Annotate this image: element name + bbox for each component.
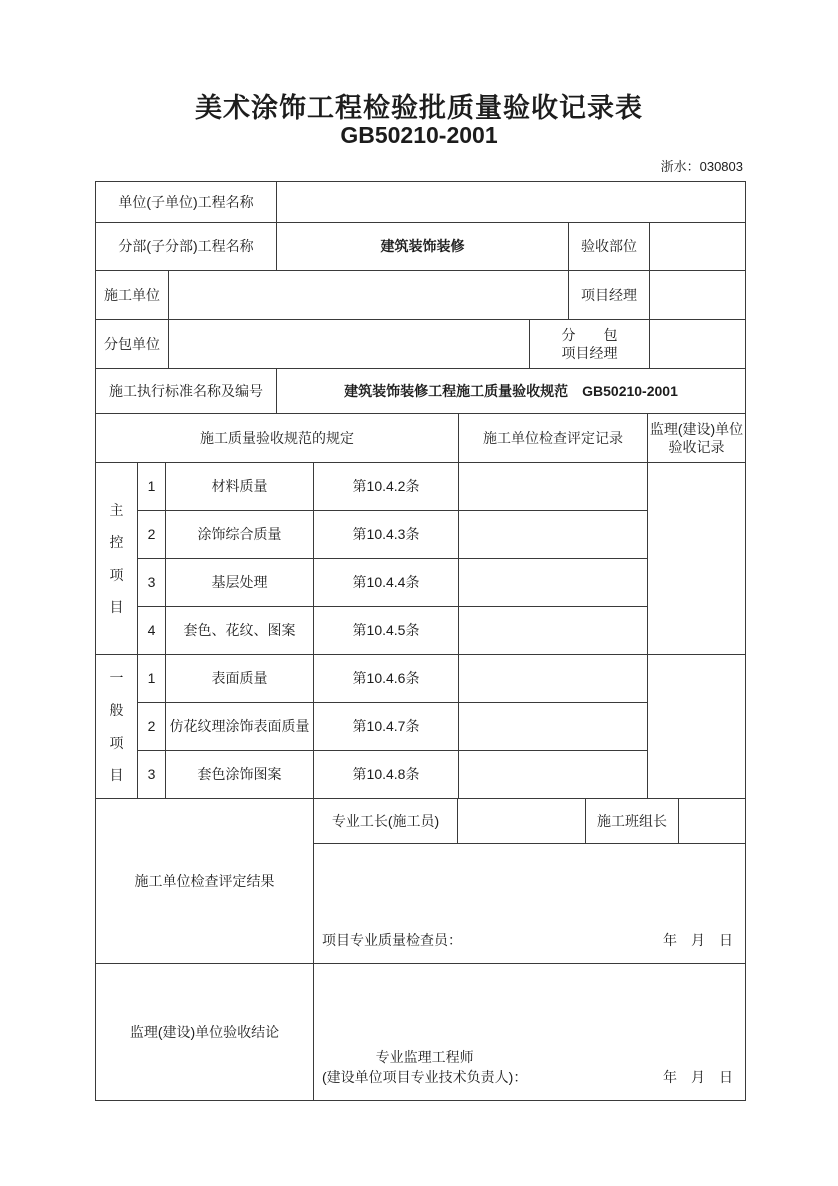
supervision-date: 年 月 日 (663, 1069, 733, 1085)
supervision-conclusion-section (96, 964, 746, 1101)
spec-column-header: 施工质量验收规范的规定 (96, 414, 459, 463)
sub-pm-label-line2: 项目经理 (561, 345, 618, 361)
construction-unit-label: 施工单位 (96, 271, 169, 320)
project-manager-label: 项目经理 (569, 271, 650, 320)
item-row (138, 559, 648, 607)
doc-code: 浙水：030803 (660, 159, 743, 174)
standard-label: 施工执行标准名称及编号 (96, 369, 277, 414)
item-clause: 第10.4.5条 (314, 607, 459, 655)
record-cell[interactable] (459, 463, 648, 511)
section-label-main-control (96, 463, 138, 655)
inspector-signature-area[interactable] (314, 844, 746, 964)
item-row (138, 655, 648, 703)
page-subtitle: GB50210-2001 (340, 122, 498, 148)
section-char: 控 (109, 534, 124, 551)
record-cell[interactable] (459, 751, 648, 799)
main-control-section (96, 463, 746, 655)
item-clause: 第10.4.2条 (314, 463, 459, 511)
columns-header-row (96, 414, 746, 463)
item-name: 仿花纹理涂饰表面质量 (166, 703, 314, 751)
subdivision-label: 分部(子分部)工程名称 (96, 223, 277, 271)
section-char: 项 (109, 566, 124, 583)
subcontractor-label: 分包单位 (96, 320, 169, 369)
check-date: 年 月 日 (663, 932, 733, 948)
subcontractor-value-cell[interactable] (169, 320, 530, 369)
unit-project-value-cell[interactable] (277, 182, 746, 223)
record-cell[interactable] (459, 655, 648, 703)
section-char: 般 (109, 702, 124, 719)
standard-value: 建筑装饰装修工程施工质量验收规范 GB50210-2001 (277, 369, 746, 414)
record-cell[interactable] (459, 511, 648, 559)
check-result-area (314, 799, 746, 964)
item-name: 表面质量 (166, 655, 314, 703)
record-column-header: 施工单位检查评定记录 (459, 414, 648, 463)
supervision-signature-area[interactable] (314, 964, 746, 1101)
item-clause: 第10.4.6条 (314, 655, 459, 703)
supervision-conclusion-label: 监理(建设)单位验收结论 (96, 964, 314, 1101)
sub-pm-value-cell[interactable] (650, 320, 746, 369)
item-name: 套色涂饰图案 (166, 751, 314, 799)
item-clause: 第10.4.3条 (314, 511, 459, 559)
supervision-header-line2: 验收记录 (668, 439, 725, 455)
engineer-title: 专业监理工程师 (375, 1049, 474, 1065)
unit-project-label: 单位(子单位)工程名称 (96, 182, 277, 223)
supervision-column-header (648, 414, 746, 463)
section-char: 项 (109, 734, 124, 751)
main-control-items (138, 463, 648, 655)
item-name: 基层处理 (166, 559, 314, 607)
item-no: 2 (138, 703, 166, 751)
foreman-value-cell[interactable] (458, 799, 586, 844)
record-cell[interactable] (459, 559, 648, 607)
item-clause: 第10.4.8条 (314, 751, 459, 799)
subdivision-value: 建筑装饰装修 (277, 223, 569, 271)
item-no: 3 (138, 559, 166, 607)
general-items (138, 655, 648, 799)
item-row (138, 703, 648, 751)
engineer-subtitle: (建设单位项目专业技术负责人)： (322, 1069, 528, 1085)
unit-project-row (96, 182, 746, 223)
acceptance-part-label: 验收部位 (569, 223, 650, 271)
acceptance-record-table (95, 181, 746, 1101)
check-result-section (96, 799, 746, 964)
inspector-label: 项目专业质量检查员： (322, 932, 462, 948)
section-char: 主 (109, 502, 124, 519)
construction-unit-row (96, 271, 746, 320)
section-char: 目 (109, 766, 124, 783)
item-no: 3 (138, 751, 166, 799)
item-no: 2 (138, 511, 166, 559)
signature-header-row (314, 799, 746, 844)
item-row (138, 751, 648, 799)
item-no: 4 (138, 607, 166, 655)
item-name: 材料质量 (166, 463, 314, 511)
subcontractor-row (96, 320, 746, 369)
item-no: 1 (138, 463, 166, 511)
crew-leader-value-cell[interactable] (679, 799, 746, 844)
supervision-header-line1: 监理(建设)单位 (649, 420, 744, 437)
page-title: 美术涂饰工程检验批质量验收记录表 (195, 93, 643, 123)
engineer-signature-block (322, 1047, 527, 1087)
subdivision-row (96, 223, 746, 271)
project-manager-value-cell[interactable] (650, 271, 746, 320)
construction-unit-value-cell[interactable] (169, 271, 569, 320)
section-char: 一 (109, 670, 124, 687)
record-cell[interactable] (459, 703, 648, 751)
item-clause: 第10.4.7条 (314, 703, 459, 751)
sub-pm-label-line1: 分 包 (561, 326, 618, 343)
item-row (138, 607, 648, 655)
sub-pm-label (530, 320, 650, 369)
item-row (138, 463, 648, 511)
section-char: 目 (109, 598, 124, 615)
crew-leader-label: 施工班组长 (586, 799, 679, 844)
supervision-record-cell[interactable] (648, 463, 746, 655)
supervision-record-cell[interactable] (648, 655, 746, 799)
acceptance-part-value-cell[interactable] (650, 223, 746, 271)
record-cell[interactable] (459, 607, 648, 655)
item-clause: 第10.4.4条 (314, 559, 459, 607)
section-label-general (96, 655, 138, 799)
foreman-label: 专业工长(施工员) (314, 799, 458, 844)
general-section (96, 655, 746, 799)
standard-row (96, 369, 746, 414)
item-name: 套色、花纹、图案 (166, 607, 314, 655)
item-row (138, 511, 648, 559)
check-result-label: 施工单位检查评定结果 (96, 799, 314, 964)
item-no: 1 (138, 655, 166, 703)
item-name: 涂饰综合质量 (166, 511, 314, 559)
